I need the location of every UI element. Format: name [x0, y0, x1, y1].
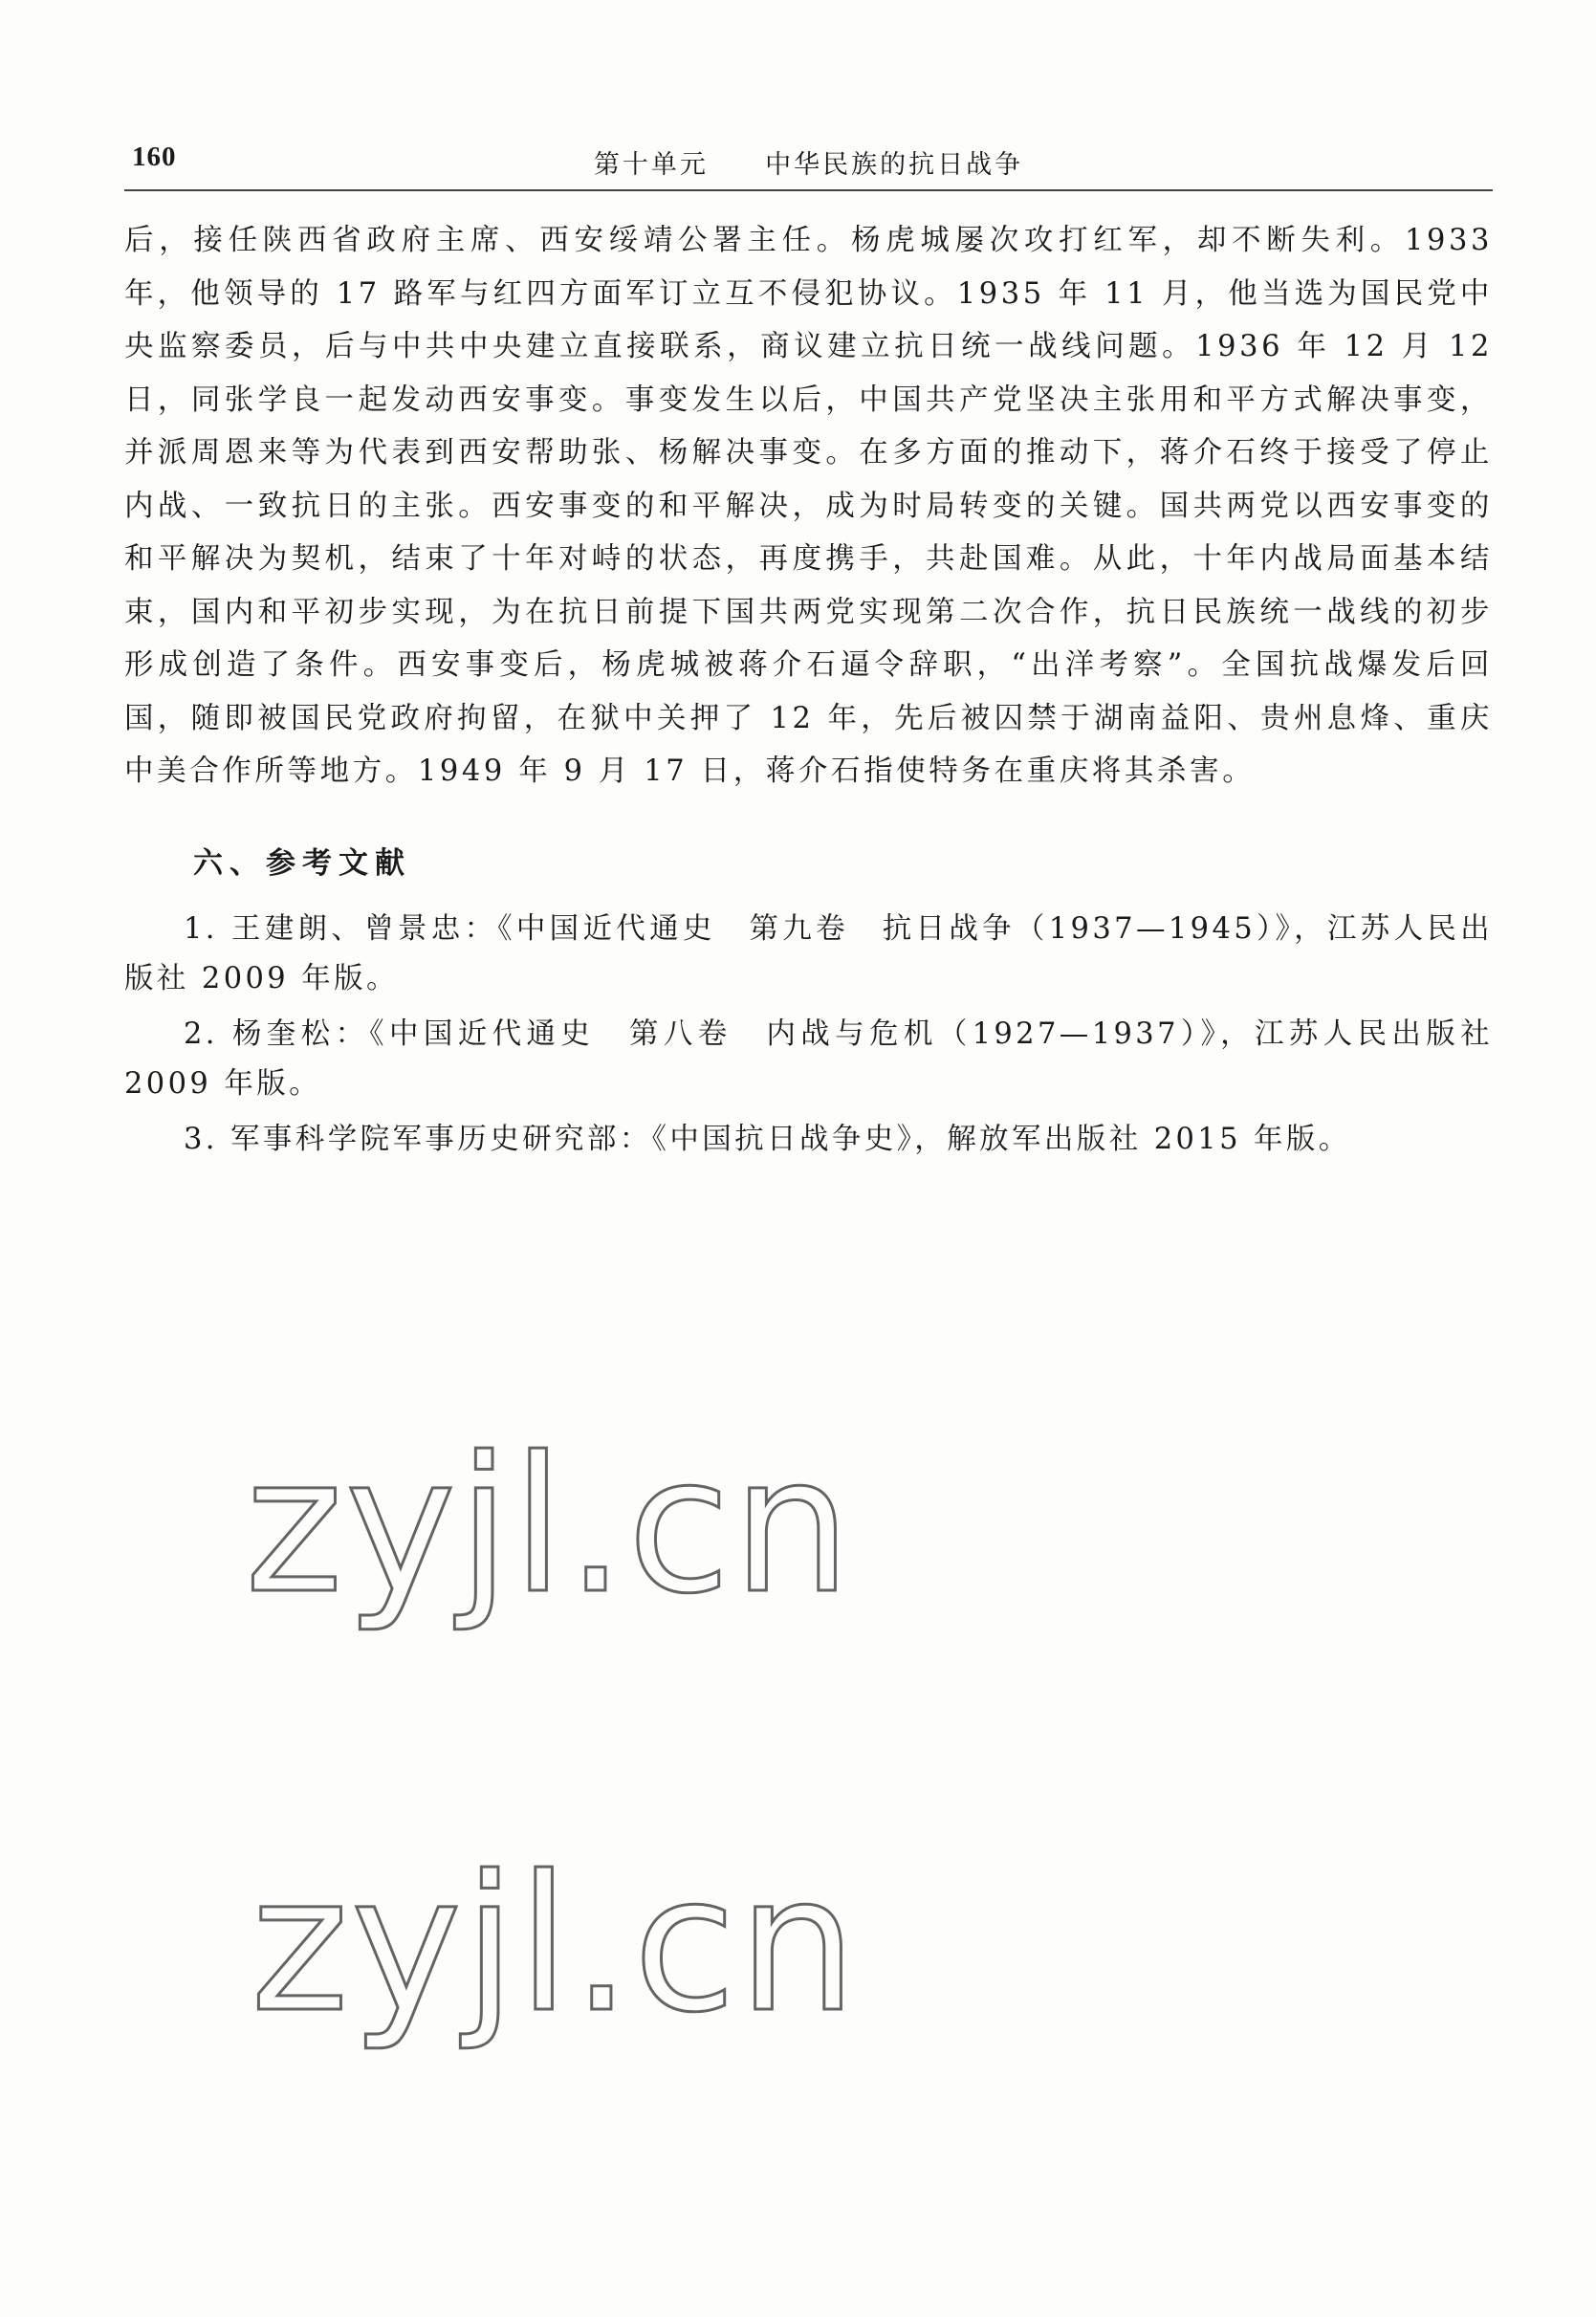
page-content	[124, 214, 1493, 1170]
page-header	[124, 140, 1493, 191]
page-number: 160	[132, 142, 177, 172]
running-title: 第十单元 中华民族的抗日战争	[593, 150, 1024, 180]
reference-list	[124, 905, 1493, 1165]
body-paragraph: 后，接任陕西省政府主席、西安绥靖公署主任。杨虎城屡次攻打红军，却不断失利。1933 年，他领导的 17 路军与红四方面军订立互不侵犯协议。1935 年 11 月，他当选为国民党中央监察委员，后与中共中央建立直接联系，商议建立抗日统一战线问题。1936 年 12 月 12 日，同张学良一起发动西安事变。事变发生以后，中国共产党坚决主张用和平方式解决事变，并派周恩来等为代表到西安帮助张、杨解决事变。在多方面的推动下，蒋介石终于接受了停止内战、一致抗日的主张。西安事变的和平解决，成为时局转变的关键。国共两党以西安事变的和平解决为契机，结束了十年对峙的状态，再度携手，共赴国难。从此，十年内战局面基本结束，国内和平初步实现，为在抗日前提下国共两党实现第二次合作，抗日民族统一战线的初步形成创造了条件。西安事变后，杨虎城被蒋介石逼令辞职，“出洋考察”。全国抗战爆发后回国，随即被国民党政府拘留，在狱中关押了 12 年，先后被囚禁于湖南益阳、贵州息烽、重庆中美合作所等地方。1949 年 9 月 17 日，蒋介石指使特务在重庆将其杀害。	[124, 224, 1493, 788]
reference-item: 3. 军事科学院军事历史研究部：《中国抗日战争史》，解放军出版社 2015 年版。	[184, 1122, 1351, 1156]
watermark: zyjl.cn	[245, 1417, 854, 1635]
reference-item: 2. 杨奎松：《中国近代通史 第八卷 内战与危机（1927—1937）》，江苏人民出版社 2009 年版。	[124, 1016, 1493, 1101]
watermark: zyjl.cn	[251, 1836, 860, 2054]
section-heading: 六、参考文献	[193, 845, 411, 881]
reference-item: 1. 王建朗、曾景忠：《中国近代通史 第九卷 抗日战争（1937—1945）》，江苏人民出版社 2009 年版。	[124, 911, 1493, 995]
